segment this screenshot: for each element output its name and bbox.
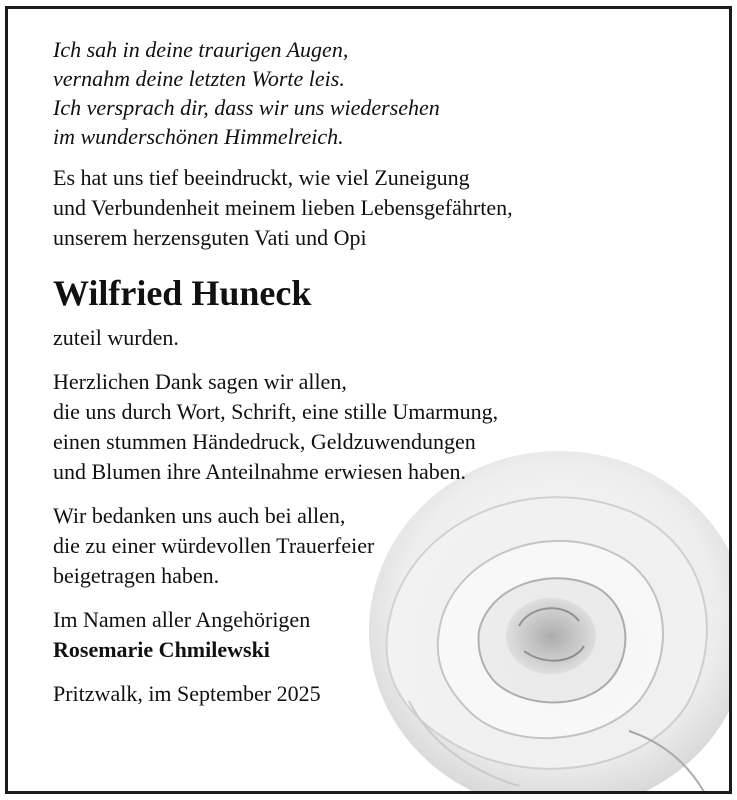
signatory-name: Rosemarie Chmilewski (53, 637, 270, 662)
obituary-card (5, 6, 732, 794)
place-date: Pritzwalk, im September 2025 (53, 681, 321, 706)
thanks-line: Herzlichen Dank sagen wir allen, (53, 369, 347, 394)
intro-line: und Verbundenheit meinem lieben Lebensgefährten, (53, 195, 513, 220)
funeral-thanks-line: die zu einer würdevollen Trauerfeier (53, 533, 375, 558)
poem-line: Ich versprach dir, dass wir uns wiedersehen (53, 95, 440, 120)
thanks-paragraph (53, 367, 709, 487)
poem-line: vernahm deine letzten Worte leis. (53, 66, 345, 91)
funeral-thanks-line: Wir bedanken uns auch bei allen, (53, 503, 346, 528)
after-name-text: zuteil wurden. (53, 325, 179, 350)
deceased-name: Wilfried Huneck (53, 273, 312, 313)
thanks-line: und Blumen ihre Anteilnahme erwiesen haben. (53, 459, 466, 484)
signature-block (53, 605, 709, 665)
intro-line: Es hat uns tief beeindruckt, wie viel Zuneigung (53, 165, 470, 190)
thanks-line: die uns durch Wort, Schrift, eine stille Umarmung, (53, 399, 499, 424)
funeral-thanks-paragraph (53, 501, 709, 591)
intro-line: unserem herzensguten Vati und Opi (53, 225, 367, 250)
poem-line: im wunderschönen Himmelreich. (53, 124, 344, 149)
funeral-thanks-line: beigetragen haben. (53, 563, 220, 588)
poem (53, 35, 709, 151)
intro-paragraph (53, 163, 709, 253)
thanks-line: einen stummen Händedruck, Geldzuwendungen (53, 429, 476, 454)
poem-line: Ich sah in deine traurigen Augen, (53, 37, 349, 62)
signature-intro: Im Namen aller Angehörigen (53, 607, 311, 632)
